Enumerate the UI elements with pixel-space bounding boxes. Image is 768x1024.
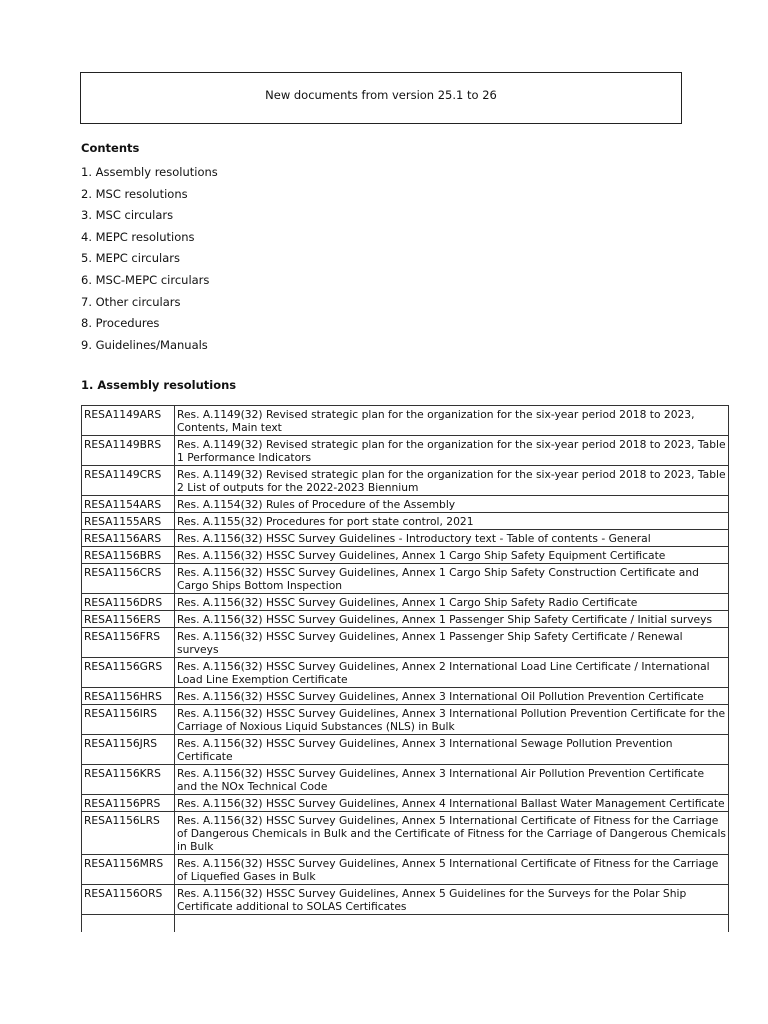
table-row (82, 594, 729, 611)
document-description: Res. A.1156(32) HSSC Survey Guidelines, Annex 3 International Oil Pollution Prevention Certificate (175, 688, 729, 705)
document-description: Res. A.1156(32) HSSC Survey Guidelines, Annex 2 International Load Line Certificate / International Load Line Exemption Certificate (175, 658, 729, 688)
toc-item-guidelines-manuals[interactable]: 9. Guidelines/Manuals (81, 337, 208, 352)
document-description: Res. A.1156(32) HSSC Survey Guidelines, Annex 1 Passenger Ship Safety Certificate / Initial surveys (175, 611, 729, 628)
toc-item-msc-mepc-circulars[interactable]: 6. MSC-MEPC circulars (81, 272, 210, 287)
table-row (82, 658, 729, 688)
document-description: Res. A.1149(32) Revised strategic plan for the organization for the six-year period 2018 to 2023, Table 2 List of outputs for the 2022-2023 Biennium (175, 466, 729, 496)
table-row-continued (82, 915, 729, 933)
document-code: RESA1155ARS (82, 513, 175, 530)
document-description: Res. A.1156(32) HSSC Survey Guidelines, Annex 1 Passenger Ship Safety Certificate / Renewal surveys (175, 628, 729, 658)
table-row (82, 466, 729, 496)
table-row (82, 611, 729, 628)
document-description: Res. A.1156(32) HSSC Survey Guidelines, Annex 3 International Pollution Prevention Certificate for the Carriage of Noxious Liquid Substances (NLS) in Bulk (175, 705, 729, 735)
table-row (82, 406, 729, 436)
document-code: RESA1156IRS (82, 705, 175, 735)
toc-item-mepc-resolutions[interactable]: 4. MEPC resolutions (81, 229, 195, 244)
document-description: Res. A.1156(32) HSSC Survey Guidelines, Annex 1 Cargo Ship Safety Equipment Certificate (175, 547, 729, 564)
document-code: RESA1156FRS (82, 628, 175, 658)
document-description: Res. A.1156(32) HSSC Survey Guidelines, Annex 5 International Certificate of Fitness for the Carriage of Dangerous Chemicals in Bulk and the Certificate of Fitness for the Carriage of Dangerous Chemicals in Bulk (175, 812, 729, 855)
document-code: RESA1156GRS (82, 658, 175, 688)
document-description: Res. A.1149(32) Revised strategic plan for the organization for the six-year period 2018 to 2023, Contents, Main text (175, 406, 729, 436)
table-row (82, 688, 729, 705)
document-code: RESA1149CRS (82, 466, 175, 496)
document-code: RESA1156LRS (82, 812, 175, 855)
assembly-resolutions-table (81, 405, 729, 932)
document-description: Res. A.1156(32) HSSC Survey Guidelines, Annex 3 International Air Pollution Prevention Certificate and the NOx Technical Code (175, 765, 729, 795)
document-description: Res. A.1156(32) HSSC Survey Guidelines, Annex 1 Cargo Ship Safety Radio Certificate (175, 594, 729, 611)
section-heading-assembly-resolutions: 1. Assembly resolutions (81, 378, 237, 392)
table-row (82, 705, 729, 735)
document-title-box (80, 72, 682, 124)
document-code: RESA1156ORS (82, 885, 175, 915)
table-row (82, 735, 729, 765)
document-description-empty (175, 915, 729, 933)
toc-item-procedures[interactable]: 8. Procedures (81, 316, 160, 331)
table-row (82, 628, 729, 658)
table-row (82, 436, 729, 466)
table-row (82, 795, 729, 812)
table-row (82, 812, 729, 855)
document-code: RESA1156HRS (82, 688, 175, 705)
table-row (82, 496, 729, 513)
toc-item-assembly-resolutions[interactable]: 1. Assembly resolutions (81, 165, 218, 179)
toc-item-other-circulars[interactable]: 7. Other circulars (81, 294, 181, 309)
document-code: RESA1156CRS (82, 564, 175, 594)
document-description: Res. A.1156(32) HSSC Survey Guidelines - Introductory text - Table of contents - General (175, 530, 729, 547)
document-description: Res. A.1156(32) HSSC Survey Guidelines, Annex 3 International Sewage Pollution Prevention Certificate (175, 735, 729, 765)
document-code-empty (82, 915, 175, 933)
document-code: RESA1156DRS (82, 594, 175, 611)
table-row (82, 530, 729, 547)
document-description: Res. A.1156(32) HSSC Survey Guidelines, Annex 4 International Ballast Water Management Certificate (175, 795, 729, 812)
document-code: RESA1156BRS (82, 547, 175, 564)
document-code: RESA1154ARS (82, 496, 175, 513)
toc-item-msc-resolutions[interactable]: 2. MSC resolutions (81, 186, 188, 201)
table-row (82, 885, 729, 915)
toc-item-msc-circulars[interactable]: 3. MSC circulars (81, 208, 174, 223)
document-description: Res. A.1154(32) Rules of Procedure of the Assembly (175, 496, 729, 513)
document-code: RESA1156ARS (82, 530, 175, 547)
document-title: New documents from version 25.1 to 26 (265, 88, 497, 102)
document-code: RESA1156PRS (82, 795, 175, 812)
document-description: Res. A.1156(32) HSSC Survey Guidelines, Annex 1 Cargo Ship Safety Construction Certificate and Cargo Ships Bottom Inspection (175, 564, 729, 594)
document-description: Res. A.1156(32) HSSC Survey Guidelines, Annex 5 International Certificate of Fitness for the Carriage of Liquefied Gases in Bulk (175, 855, 729, 885)
table-row (82, 564, 729, 594)
contents-heading: Contents (81, 141, 140, 155)
document-code: RESA1156ERS (82, 611, 175, 628)
table-row (82, 547, 729, 564)
table-row (82, 513, 729, 530)
document-code: RESA1156KRS (82, 765, 175, 795)
document-code: RESA1149BRS (82, 436, 175, 466)
table-of-contents (81, 163, 218, 357)
document-description: Res. A.1156(32) HSSC Survey Guidelines, Annex 5 Guidelines for the Surveys for the Polar Ship Certificate additional to SOLAS Certificates (175, 885, 729, 915)
table-row (82, 765, 729, 795)
toc-item-mepc-circulars[interactable]: 5. MEPC circulars (81, 251, 181, 266)
document-code: RESA1149ARS (82, 406, 175, 436)
document-description: Res. A.1149(32) Revised strategic plan for the organization for the six-year period 2018 to 2023, Table 1 Performance Indicators (175, 436, 729, 466)
document-code: RESA1156MRS (82, 855, 175, 885)
table-row (82, 855, 729, 885)
document-code: RESA1156JRS (82, 735, 175, 765)
document-description: Res. A.1155(32) Procedures for port state control, 2021 (175, 513, 729, 530)
